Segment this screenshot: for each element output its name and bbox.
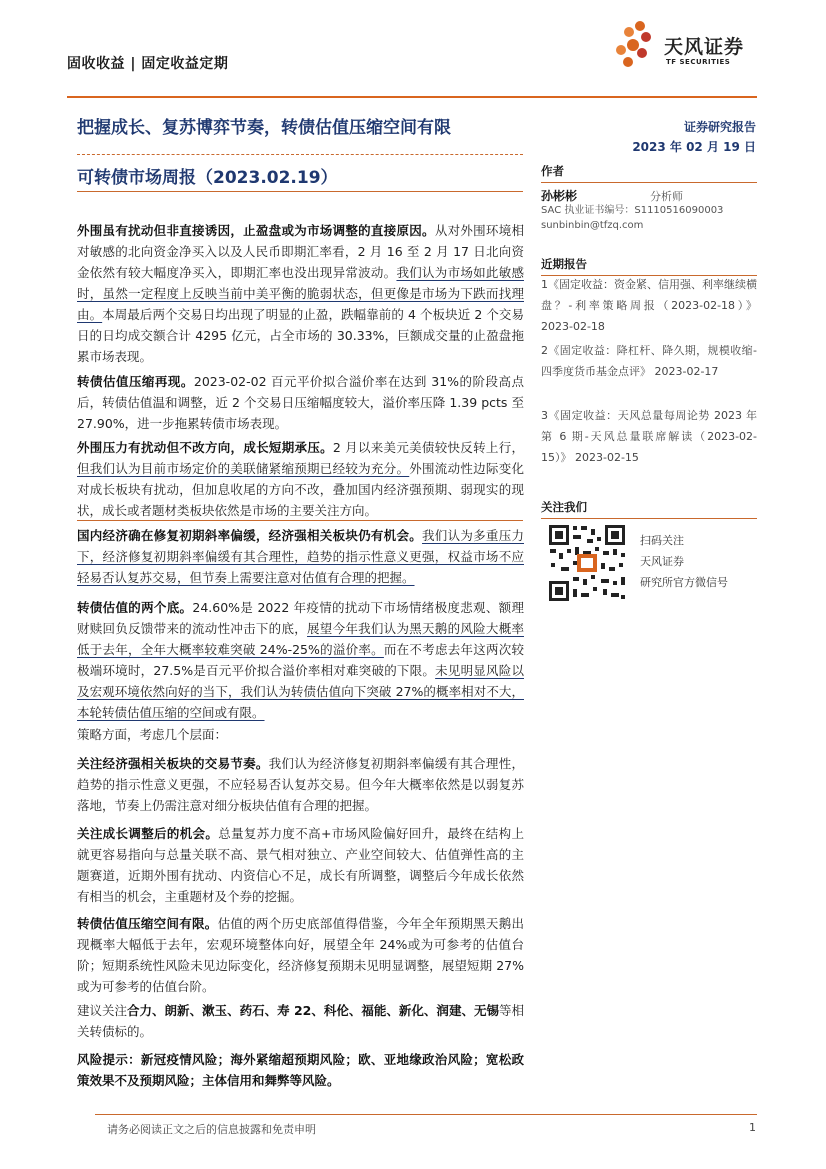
report-subtitle: 可转债市场周报（2023.02.19） <box>77 168 338 188</box>
footer-disclaimer: 请务必阅读正文之后的信息披露和免责申明 <box>107 1123 316 1136</box>
paragraph-5: 转债估值的两个底。24.60%是 2022 年疫情的扰动下市场情绪极度悲观、额理财赎回负反馈带来的流动性冲击下的底，展望今年我们认为黑天鹅的风险大概率低于去年，全年大概率较难突破 24%-25%的溢价率。而在不考虑去年这两次较极端环境时，27.5%是百元平价拟合溢价率相对难突破的下限。未见明显风险以及宏观环境依然向好的当下，我们认为转债估值向下突破 27%的概率相对不大，本轮转债估值压缩的空间或有限。 <box>77 600 524 720</box>
logo-text-cn: 天风证券 <box>664 36 745 58</box>
report-date: 2023 年 02 月 19 日 <box>632 140 756 154</box>
paragraph-10: 建议关注合力、朗新、漱玉、药石、寿 22、科伦、福能、新化、润建、无锡等相关转债标的。 <box>77 1003 524 1039</box>
paragraph-4: 国内经济确在修复初期斜率偏缓，经济强相关板块仍有机会。我们认为多重压力下，经济修复初期斜率偏缓有其合理性，趋势的指示性意义更强，权益市场不应轻易否认复苏交易，但节奏上需要注意对估值有合理的把握。 <box>77 528 524 585</box>
paragraph-7: 关注经济强相关板块的交易节奏。我们认为经济修复初期斜率偏缓有其合理性，趋势的指示性意义更强，不应轻易否认复苏交易。但今年大概率依然是以弱复苏落地，节奏上仍需注意对细分板块估值有合理的把握。 <box>77 756 524 813</box>
follow-us-heading: 关注我们 <box>541 499 757 519</box>
paragraph-9: 转债估值压缩空间有限。估值的两个历史底部值得借鉴，今年全年预期黑天鹅出现概率大幅低于去年，宏观环境整体向好，展望全年 24%或为可参考的估值台阶；短期系统性风险未见边际变化，经济修复预期未见明显调整，展望短期 27%或为可参考的估值台阶。 <box>77 916 524 994</box>
page-number: 1 <box>749 1121 756 1134</box>
section-divider <box>77 520 523 521</box>
follow-line: 研究所官方微信号 <box>640 576 728 589</box>
recent-report-item[interactable]: 3《固定收益：天风总量每周论势 2023 年第 6 期-天风总量联席解读（2023-02-15）》 2023-02-15 <box>541 409 757 464</box>
author-role: 分析师 <box>650 190 683 203</box>
logo-mark-icon <box>612 20 662 72</box>
recent-report-item[interactable]: 1《固定收益：资金紧、信用强、利率继续横盘？-利率策略周报（2023-02-18）》 2023-02-18 <box>541 278 757 333</box>
recent-reports-heading: 近期报告 <box>541 256 757 276</box>
author-name: 孙彬彬 <box>541 189 578 203</box>
risk-warning: 风险提示：新冠疫情风险；海外紧缩超预期风险；欧、亚地缘政治风险；宽松政策效果不及预期风险；主体信用和舞弊等风险。 <box>77 1052 524 1088</box>
author-sac: SAC 执业证书编号：S1110516090003 <box>541 205 724 216</box>
follow-line: 天风证券 <box>640 555 684 568</box>
recent-report-item[interactable]: 2《固定收益：降杠杆、降久期，规模收缩-四季度货币基金点评》 2023-02-17 <box>541 344 757 378</box>
qr-code-icon <box>547 523 627 603</box>
paragraph-2: 转债估值压缩再现。2023-02-02 百元平价拟合溢价率在达到 31%的阶段高点后，转债估值温和调整，近 2 个交易日压缩幅度较大，溢价率压降 1.39 pcts 至 27.90%，进一步拖累转债市场表现。 <box>77 374 524 431</box>
paragraph-1: 外围虽有扰动但非直接诱因，止盈盘或为市场调整的直接原因。从对外围环境相对敏感的北向资金净买入以及人民币即期汇率看，2 月 16 至 2 月 17 日北向资金依然有较大幅度净买入，即期汇率也没出现异常波动。我们认为市场如此敏感时，虽然一定程度上反映当前中美平衡的脆弱状态，但更像是市场为下跌而找理由。本周最后两个交易日均出现了明显的止盈，跌幅靠前的 4 个板块近 2 个交易日的日均成交额合计 4295 亿元，占全市场的 30.33%，巨额成交量的止盈盘拖累市场表现。 <box>77 223 524 364</box>
footer-divider <box>95 1114 757 1115</box>
section-label: 固收收益 | 固定收益定期 <box>67 56 229 72</box>
logo-text-en: TF SECURITIES <box>666 58 731 66</box>
paragraph-6: 策略方面，考虑几个层面： <box>77 727 228 742</box>
title-divider <box>77 154 523 155</box>
company-logo <box>612 20 762 72</box>
subtitle-divider <box>77 191 523 192</box>
report-title: 把握成长、复苏博弈节奏，转债估值压缩空间有限 <box>77 118 451 138</box>
report-type: 证券研究报告 <box>683 120 756 134</box>
author-email[interactable]: sunbinbin@tfzq.com <box>541 220 644 231</box>
qr-code <box>547 523 627 603</box>
paragraph-8: 关注成长调整后的机会。总量复苏力度不高+市场风险偏好回升，最终在结构上就更容易指向与总量关联不高、景气相对独立、产业空间较大、估值弹性高的主题赛道，近期外围有扰动、内资信心不足，成长有所调整，调整后今年成长依然有相当的机会，主重题材及个券的挖掘。 <box>77 826 524 904</box>
follow-line: 扫码关注 <box>640 534 684 547</box>
paragraph-3: 外围压力有扰动但不改方向，成长短期承压。2 月以来美元美债较快反转上行，但我们认为目前市场定价的美联储紧缩预期已经较为充分。外围流动性边际变化对成长板块有扰动，但加息收尾的方向不改，叠加国内经济强预期、弱现实的现状，成长或者题材类板块依然是市场的主要关注方向。 <box>77 440 524 518</box>
author-heading: 作者 <box>541 163 757 183</box>
header-divider <box>67 96 757 98</box>
